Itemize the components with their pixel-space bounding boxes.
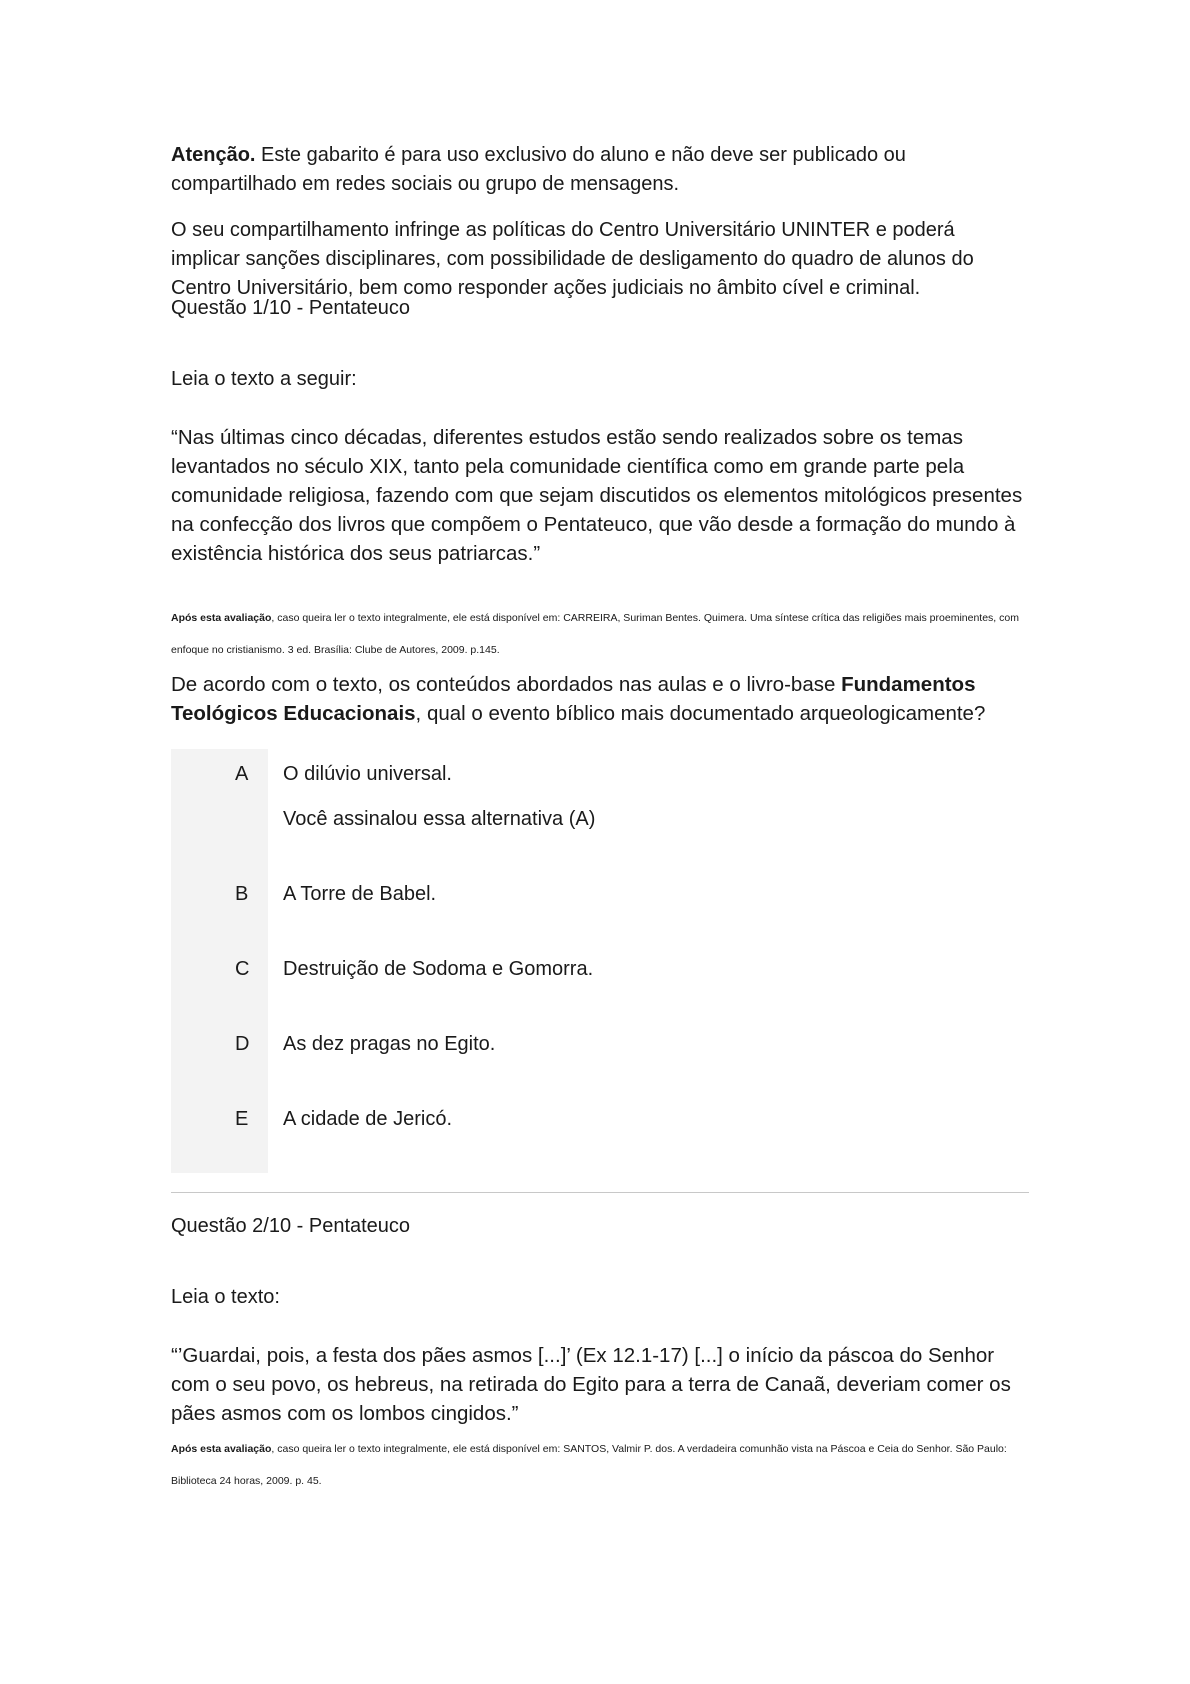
question-1-lead: Leia o texto a seguir:	[171, 368, 357, 390]
question-1-source	[171, 602, 1029, 666]
option-d-text[interactable]: As dez pragas no Egito.	[283, 1033, 496, 1055]
question-1-title: Questão 1/10 - Pentateuco	[171, 297, 411, 319]
option-c-text[interactable]: Destruição de Sodoma e Gomorra.	[283, 958, 594, 980]
question-1-book-title: Fundamentos Teológicos Educacionais	[171, 673, 976, 725]
option-e-text[interactable]: A cidade de Jericó.	[283, 1108, 452, 1130]
attention-label: Atenção.	[171, 144, 256, 166]
question-2-source-label: Após esta avaliação	[171, 1443, 272, 1455]
question-divider	[171, 1192, 1029, 1193]
attention-notice	[171, 141, 1029, 199]
option-a-text[interactable]: O dilúvio universal.	[283, 763, 452, 785]
question-1-options: A O dilúvio universal. Você assinalou essa alternativa (A) B A Torre de Babel. C Destruição de Sodoma e Gomorra. D As dez pragas no Egito. E A cidade de Jericó.	[171, 749, 1029, 1173]
question-2-source	[171, 1433, 1029, 1497]
question-2-title: Questão 2/10 - Pentateuco	[171, 1215, 411, 1237]
question-1-source-text: , caso queira ler o texto integralmente, ele está disponível em: CARREIRA, Suriman Bentes. Quimera. Uma síntese crítica das religiões mais proeminentes, com enfoque no cristianismo. 3 ed. Brasília: Clube de Autores, 2009. p.145.	[171, 612, 1019, 656]
question-1-prompt	[171, 670, 1029, 728]
question-2-quote: “’Guardai, pois, a festa dos pães asmos [...]’ (Ex 12.1-17) [...] o início da páscoa do Senhor com o seu povo, os hebreus, na retirada do Egito para a terra de Canaã, deveriam comer os pães asmos com os lombos cingidos.”	[171, 1344, 1011, 1425]
question-2-source-text: , caso queira ler o texto integralmente, ele está disponível em: SANTOS, Valmir P. dos. A verdadeira comunhão vista na Páscoa e Ceia do Senhor. São Paulo: Biblioteca 24 horas, 2009. p. 45.	[171, 1443, 1007, 1487]
question-1-prompt-post: , qual o evento bíblico mais documentado arqueologicamente?	[415, 702, 986, 725]
question-1-quote: “Nas últimas cinco décadas, diferentes estudos estão sendo realizados sobre os temas levantados no século XIX, tanto pela comunidade científica como em grande parte pela comunidade religiosa, fazendo com que sejam discutidos os elementos mitológicos presentes na confecção dos livros que compõem o Pentateuco, que vão desde a formação do mundo à existência histórica dos seus patriarcas.”	[171, 426, 1023, 565]
question-1-prompt-pre: De acordo com o texto, os conteúdos abordados nas aulas e o livro-base	[171, 673, 842, 696]
question-1-source-label: Após esta avaliação	[171, 612, 272, 624]
sharing-policy-notice: O seu compartilhamento infringe as políticas do Centro Universitário UNINTER e poderá implicar sanções disciplinares, com possibilidade de desligamento do quadro de alunos do Centro Universitário, bem como responder ações judiciais no âmbito cível e criminal.	[171, 219, 974, 299]
attention-text: Este gabarito é para uso exclusivo do aluno e não deve ser publicado ou compartilhado em redes sociais ou grupo de mensagens.	[171, 144, 906, 195]
selected-answer-note: Você assinalou essa alternativa (A)	[283, 808, 596, 830]
option-b-text[interactable]: A Torre de Babel.	[283, 883, 437, 905]
question-2-lead: Leia o texto:	[171, 1286, 280, 1308]
